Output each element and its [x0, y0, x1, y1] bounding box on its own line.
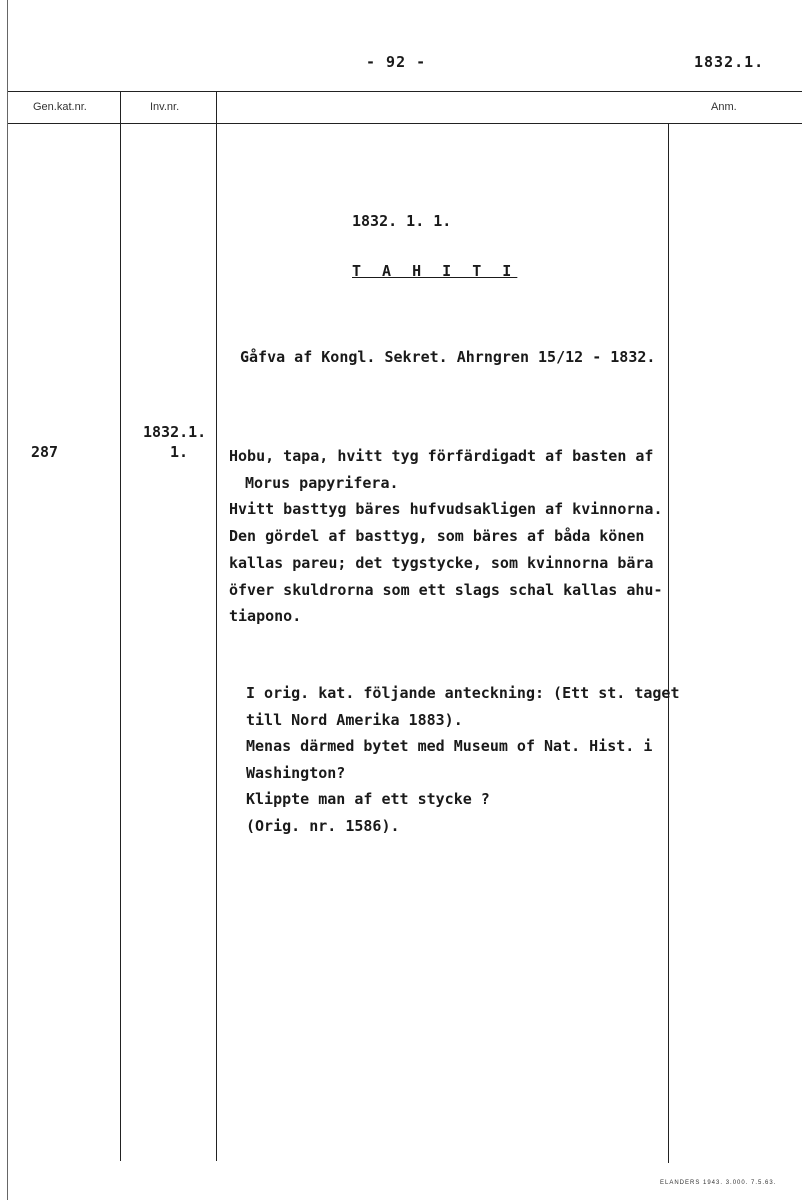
gen-kat-nr-value: 287	[31, 443, 59, 461]
column-header-inv-nr: Inv.nr.	[150, 101, 180, 113]
printer-mark: ELANDERS 1943. 3.000. 7.5.63.	[660, 1180, 777, 1186]
collection-number: 1832. 1. 1.	[352, 212, 452, 230]
header-bottom-rule	[8, 123, 802, 124]
description-line: Hobu, tapa, hvitt tyg förfärdigadt af basten af	[229, 447, 654, 465]
description-line: Morus papyrifera.	[245, 473, 399, 492]
description-line: kallas pareu; det tygstycke, som kvinnorna bära	[229, 553, 654, 572]
column-divider-1	[120, 91, 121, 1161]
catalog-reference: 1832.1.	[694, 53, 765, 71]
note-line: (Orig. nr. 1586).	[246, 816, 400, 835]
description-line: öfver skuldrorna som ett slags schal kallas ahu-	[229, 580, 663, 599]
page-number: - 92 -	[366, 53, 427, 71]
header-top-rule	[8, 91, 802, 92]
note-line: Menas därmed bytet med Museum of Nat. Hist. i	[246, 737, 653, 755]
entry-description	[229, 443, 662, 630]
inv-nr-prefix: 1832.1.	[143, 423, 207, 441]
column-divider-3	[668, 123, 669, 1163]
column-header-gen-kat-nr: Gen.kat.nr.	[33, 101, 87, 113]
left-margin-rule	[7, 0, 8, 1200]
note-line: till Nord Amerika 1883).	[246, 710, 463, 729]
column-divider-2	[216, 91, 217, 1161]
donor-line: Gåfva af Kongl. Sekret. Ahrngren 15/12 - 1832.	[240, 348, 656, 366]
inv-nr-value: 1.	[170, 443, 189, 461]
note-line: I orig. kat. följande anteckning: (Ett st. taget	[246, 684, 680, 702]
description-line: tiapono.	[229, 607, 302, 626]
annotation-note	[246, 680, 679, 839]
note-line: Klippte man af ett stycke ?	[246, 790, 490, 808]
description-line: Hvitt basttyg bäres hufvudsakligen af kvinnorna.	[229, 500, 663, 519]
description-line: Den gördel af basttyg, som bäres af båda könen	[229, 527, 645, 546]
collection-title: T A H I T I	[352, 262, 518, 280]
column-header-anm: Anm.	[711, 101, 737, 113]
note-line: Washington?	[246, 763, 346, 782]
